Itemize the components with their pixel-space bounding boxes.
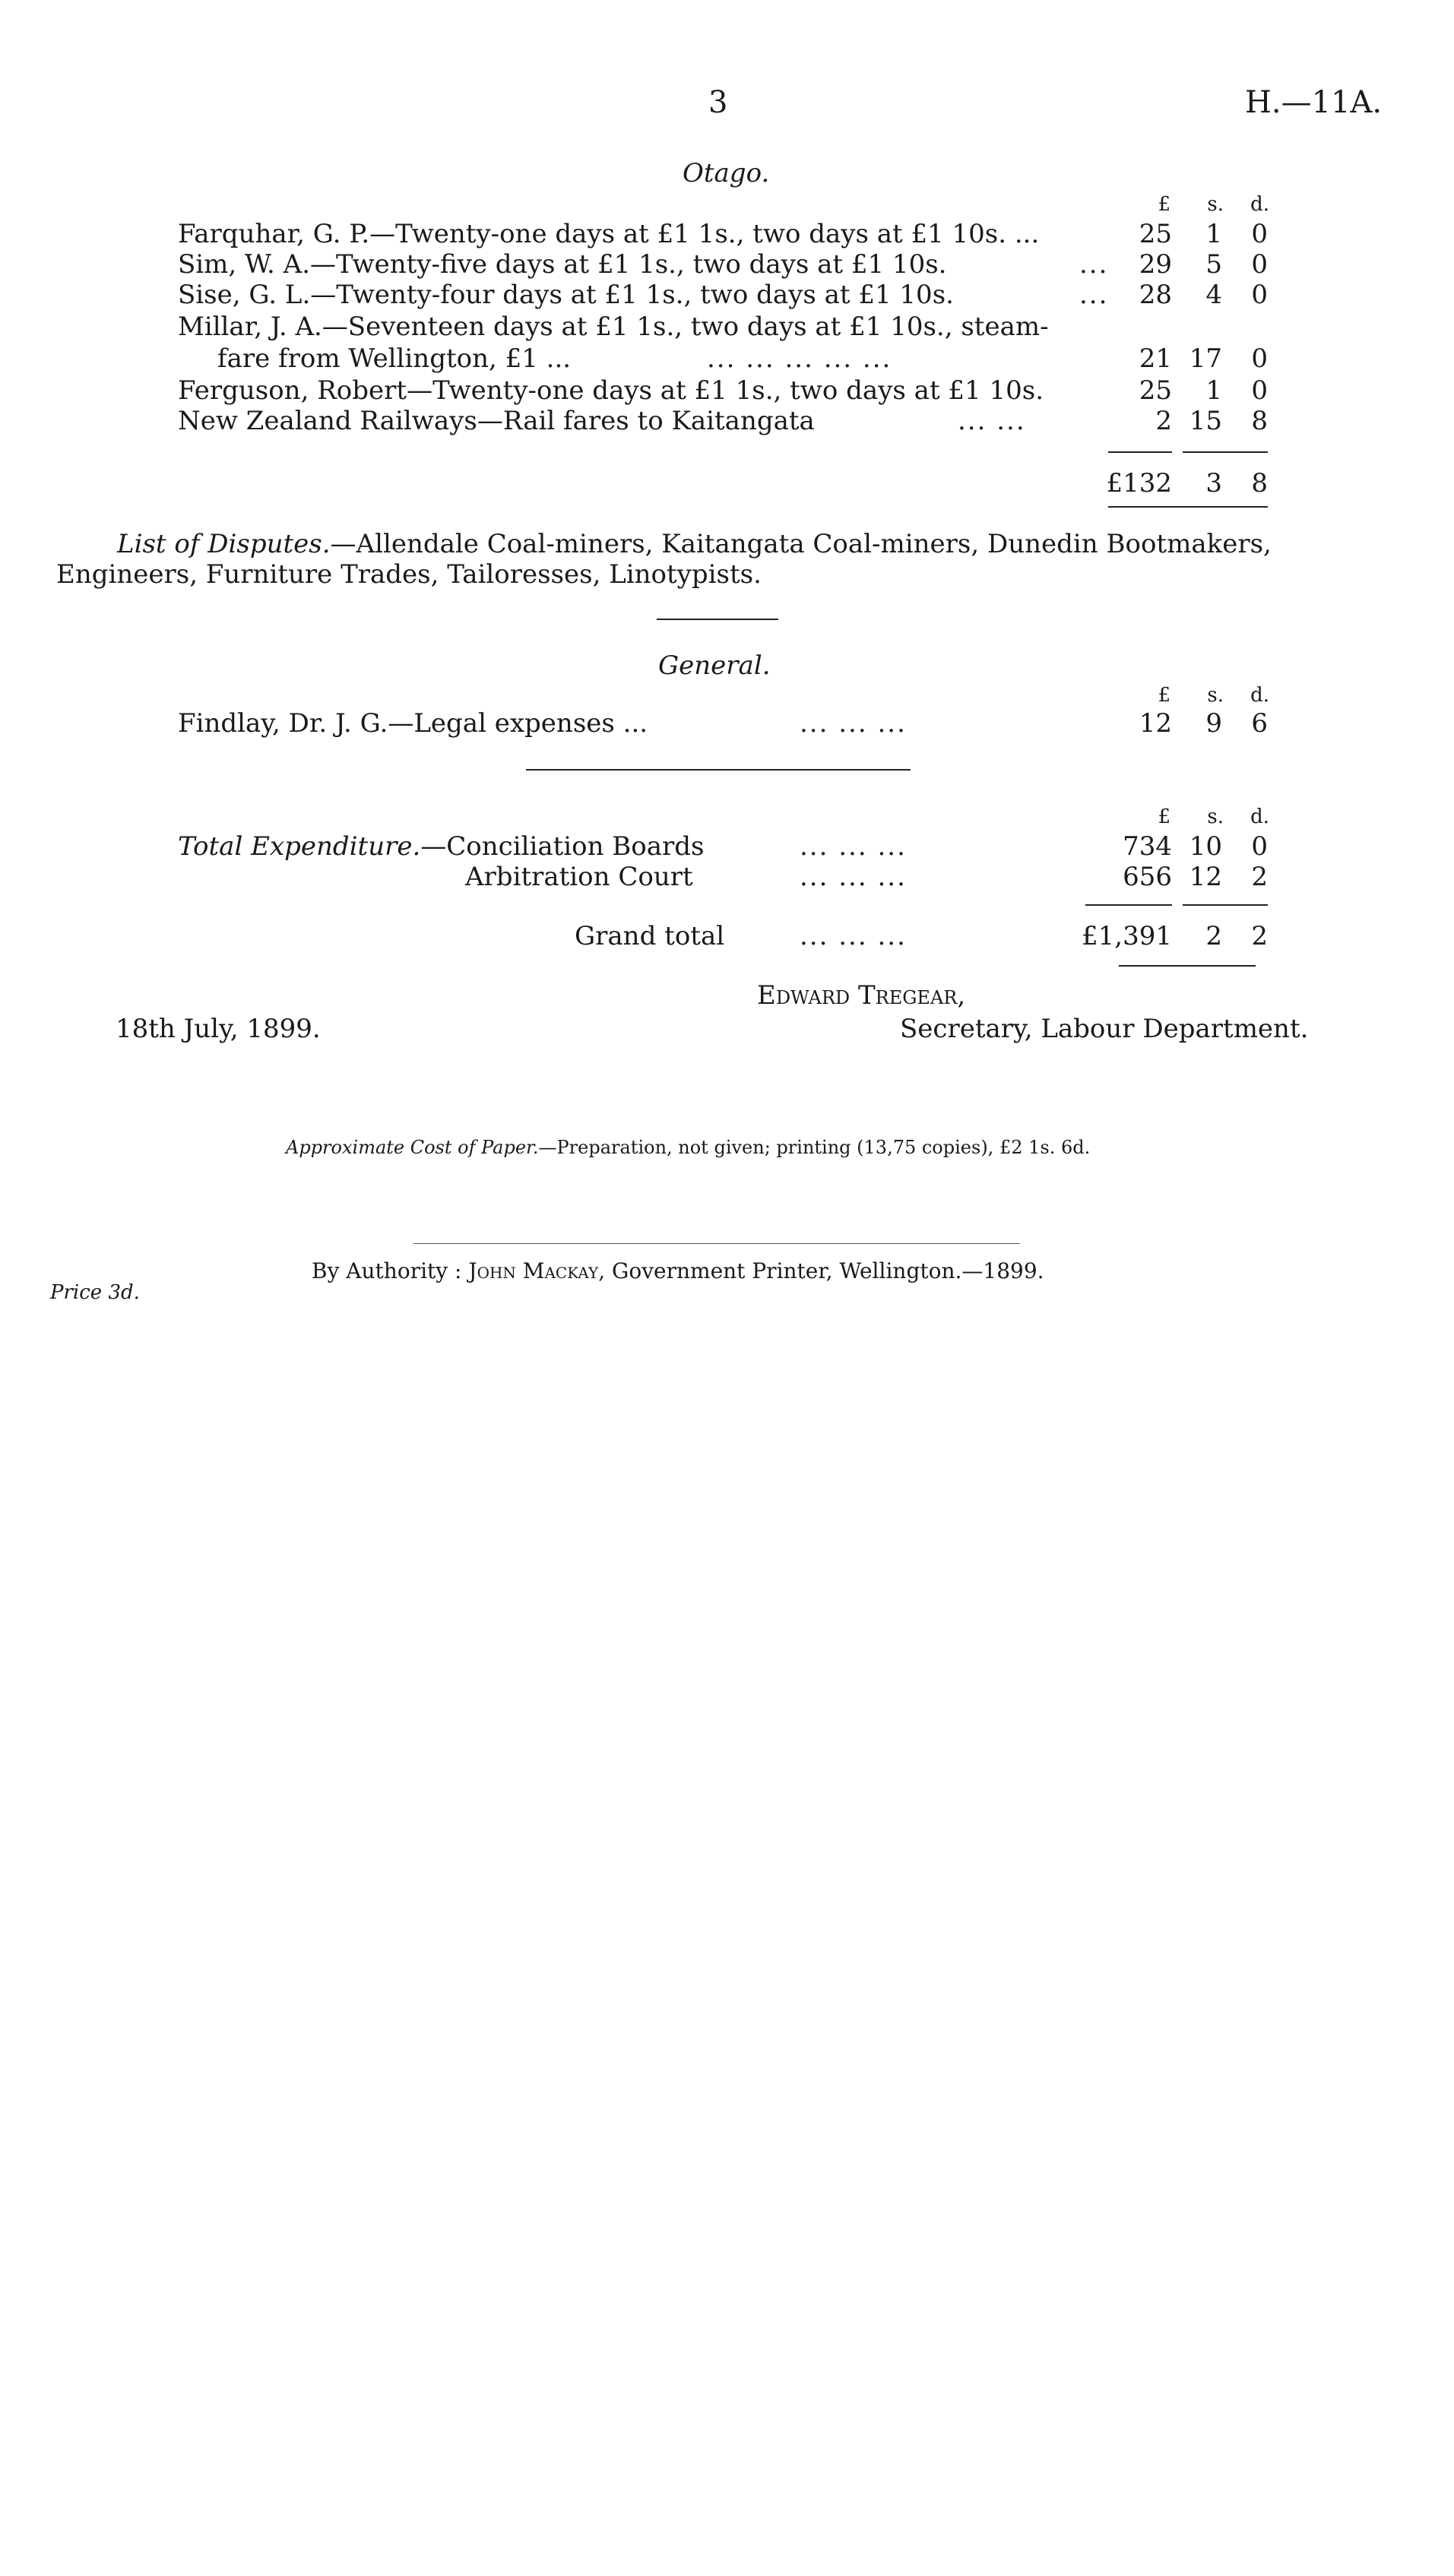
otago-row-leader: ...	[1079, 249, 1109, 280]
otago-row-pounds: 29	[1139, 249, 1172, 280]
otago-row-text: Millar, J. A.—Seventeen days at £1 1s., two days at £1 10s., steam-	[178, 312, 1049, 342]
otago-total-shillings: 3	[1205, 468, 1222, 498]
totals-row-pounds: 734	[1123, 831, 1172, 862]
otago-row-pence: 0	[1251, 219, 1268, 249]
general-row-shillings: 9	[1205, 708, 1222, 739]
otago-row-pounds: 25	[1139, 375, 1172, 406]
otago-total-pounds: £132	[1106, 468, 1172, 498]
totals-row-shillings: 10	[1189, 831, 1222, 862]
otago-row-text: New Zealand Railways—Rail fares to Kaitangata	[178, 406, 815, 436]
cost-of-paper-label: Approximate Cost of Paper.	[286, 1137, 539, 1158]
disputes-paragraph-line2: Engineers, Furniture Trades, Tailoresses, Linotypists.	[56, 559, 762, 590]
total-expenditure-label: Total Expenditure.	[178, 831, 421, 862]
authority-label: By Authority :	[312, 1258, 462, 1283]
totals-row-text: Arbitration Court	[465, 862, 693, 892]
footer-rule	[413, 1243, 1020, 1244]
general-header-shillings: s.	[1207, 684, 1224, 707]
otago-row-text: Sim, W. A.—Twenty-five days at £1 1s., two days at £1 10s.	[178, 249, 947, 280]
otago-row-text: Farquhar, G. P.—Twenty-one days at £1 1s., two days at £1 10s. ...	[178, 219, 1040, 249]
totals-header-shillings: s.	[1207, 805, 1224, 828]
totals-row-conciliation	[178, 831, 705, 862]
grand-total-underline	[1119, 965, 1256, 967]
otago-total-pence: 8	[1251, 468, 1268, 498]
report-code: H.—11A.	[1245, 85, 1383, 120]
otago-row-shillings: 4	[1205, 280, 1222, 310]
total-rule	[1183, 451, 1268, 453]
otago-row-pence: 0	[1251, 343, 1268, 374]
otago-row-pounds: 2	[1155, 406, 1172, 436]
section-divider	[657, 619, 778, 620]
otago-row-pounds: 28	[1139, 280, 1172, 310]
totals-row-pounds: 656	[1123, 862, 1172, 892]
disputes-label: List of Disputes.	[117, 529, 331, 559]
total-underline	[1108, 506, 1268, 508]
totals-row-leader: ... ... ...	[800, 862, 907, 892]
general-header-pounds: £	[1158, 684, 1170, 707]
general-row-pounds: 12	[1139, 708, 1172, 739]
otago-header-pounds: £	[1158, 193, 1170, 216]
otago-row-text-continued: fare from Wellington, £1 ...	[217, 343, 572, 374]
otago-row-pounds: 21	[1139, 343, 1172, 374]
grand-total-pounds: £1,391	[1082, 921, 1172, 951]
totals-header-pence: d.	[1250, 805, 1269, 828]
otago-row-leader: ...	[1079, 280, 1109, 310]
printer-text: Government Printer, Wellington.—1899.	[612, 1258, 1044, 1283]
otago-row-shillings: 5	[1205, 249, 1222, 280]
section-title-otago: Otago.	[683, 158, 770, 188]
disputes-text: —Allendale Coal-miners, Kaitangata Coal-miners, Dunedin Bootmakers,	[330, 529, 1272, 559]
otago-header-shillings: s.	[1207, 193, 1224, 216]
totals-row-text: —Conciliation Boards	[420, 831, 705, 862]
section-divider	[526, 769, 911, 771]
otago-row-pounds: 25	[1139, 219, 1172, 249]
total-rule	[1183, 904, 1268, 906]
total-rule	[1108, 451, 1172, 453]
printer-imprint	[312, 1258, 1044, 1283]
otago-row-pence: 0	[1251, 280, 1268, 310]
totals-header-pounds: £	[1158, 805, 1170, 828]
otago-row-shillings: 1	[1205, 219, 1222, 249]
totals-row-pence: 2	[1251, 862, 1268, 892]
otago-row-pence: 0	[1251, 249, 1268, 280]
total-rule	[1085, 904, 1172, 906]
grand-total-leader: ... ... ...	[800, 921, 907, 951]
otago-row-leader: ... ...	[958, 406, 1026, 436]
disputes-paragraph-line1	[117, 529, 1272, 559]
grand-total-pence: 2	[1251, 921, 1268, 951]
page-number: 3	[708, 85, 728, 120]
general-row-leader: ... ... ...	[800, 708, 907, 739]
totals-row-leader: ... ... ...	[800, 831, 907, 862]
otago-row-pence: 0	[1251, 375, 1268, 406]
otago-row-leader: ... ... ... ... ...	[707, 343, 892, 374]
otago-row-shillings: 1	[1205, 375, 1222, 406]
otago-row-shillings: 15	[1189, 406, 1222, 436]
grand-total-label: Grand total	[575, 921, 725, 951]
price-note: Price 3d.	[50, 1281, 140, 1304]
grand-total-shillings: 2	[1205, 921, 1222, 951]
signature-date: 18th July, 1899.	[116, 1014, 321, 1044]
otago-row-pence: 8	[1251, 406, 1268, 436]
general-row-pence: 6	[1251, 708, 1268, 739]
section-title-general: General.	[658, 650, 771, 681]
otago-row-text: Ferguson, Robert—Twenty-one days at £1 1s., two days at £1 10s.	[178, 375, 1044, 406]
signatory-title: Secretary, Labour Department.	[900, 1014, 1309, 1044]
totals-row-shillings: 12	[1189, 862, 1222, 892]
general-row-text: Findlay, Dr. J. G.—Legal expenses ...	[178, 708, 648, 739]
totals-row-pence: 0	[1251, 831, 1268, 862]
otago-row-text: Sise, G. L.—Twenty-four days at £1 1s., two days at £1 10s.	[178, 280, 954, 310]
printer-name: John Mackay,	[468, 1258, 606, 1283]
cost-of-paper-note	[286, 1137, 1090, 1158]
signatory-name: Edward Tregear,	[757, 980, 966, 1011]
otago-header-pence: d.	[1250, 193, 1269, 216]
general-header-pence: d.	[1250, 684, 1269, 707]
otago-row-shillings: 17	[1189, 343, 1222, 374]
cost-of-paper-text: —Preparation, not given; printing (13,75 copies), £2 1s. 6d.	[538, 1137, 1091, 1158]
